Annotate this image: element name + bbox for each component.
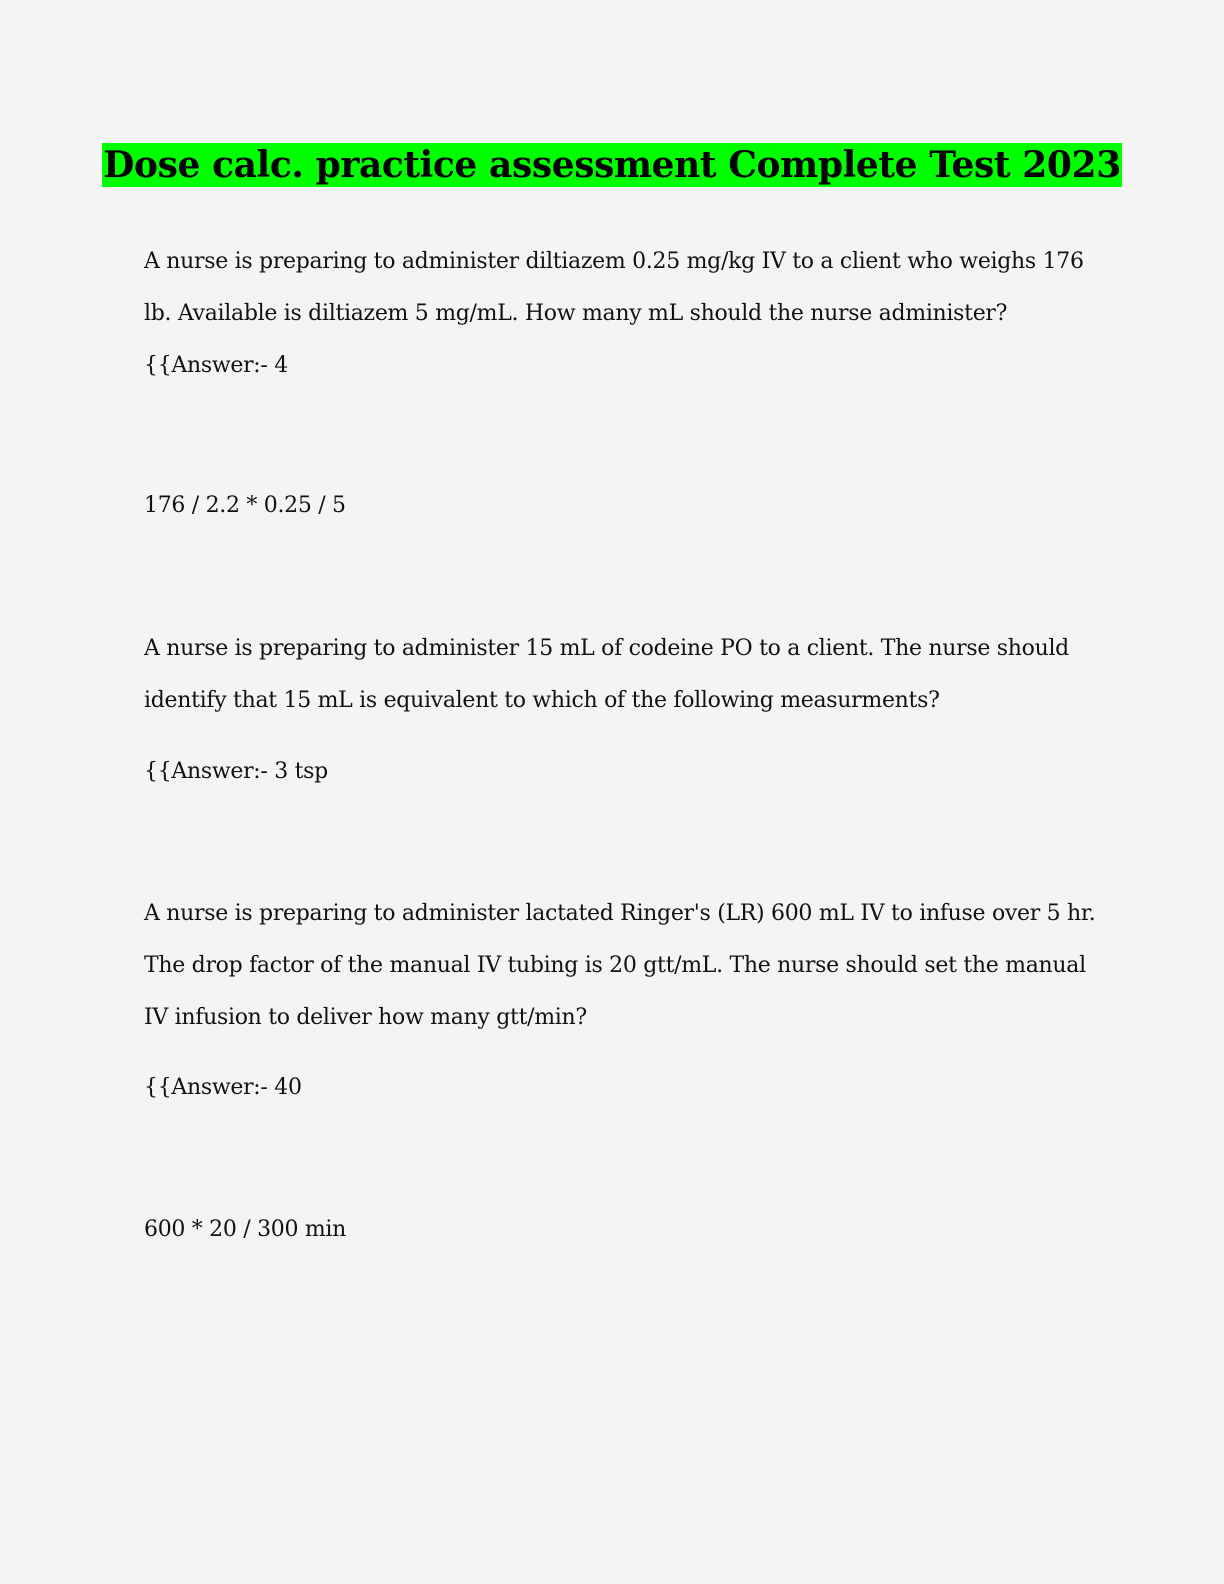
- question-3-line-2: The drop factor of the manual IV tubing is 20 gtt/mL. The nurse should set the manual: [144, 953, 1086, 978]
- question-3-work: [144, 1204, 1084, 1256]
- question-1-line-1: A nurse is preparing to administer diltiazem 0.25 mg/kg IV to a client who weighs 176: [144, 249, 1084, 274]
- document-title: Dose calc. practice assessment Complete Test 2023: [103, 144, 1121, 186]
- question-1-work: [144, 480, 1084, 532]
- question-1-line-2: lb. Available is diltiazem 5 mg/mL. How many mL should the nurse administer?: [144, 301, 1008, 326]
- question-2-text: [144, 623, 1084, 727]
- question-3-text: [144, 888, 1096, 1044]
- question-1-text: [144, 236, 1084, 392]
- question-3-answer-block: [144, 1062, 1084, 1114]
- question-3-line-1: A nurse is preparing to administer lactated Ringer's (LR) 600 mL IV to infuse over 5 hr.: [144, 901, 1096, 926]
- title-container: [0, 143, 1224, 187]
- question-3-work-line: 600 * 20 / 300 min: [144, 1217, 347, 1242]
- question-3-answer: {{Answer:- 40: [144, 1075, 302, 1100]
- question-2-line-1: A nurse is preparing to administer 15 mL of codeine PO to a client. The nurse should: [144, 636, 1069, 661]
- question-2-answer: {{Answer:- 3 tsp: [144, 759, 328, 784]
- question-1-answer: {{Answer:- 4: [144, 353, 288, 378]
- question-2-line-2: identify that 15 mL is equivalent to which of the following measurments?: [144, 688, 940, 713]
- question-3-line-3: IV infusion to deliver how many gtt/min?: [144, 1005, 587, 1030]
- question-1-work-line: 176 / 2.2 * 0.25 / 5: [144, 493, 346, 518]
- question-2-answer-block: [144, 746, 1084, 798]
